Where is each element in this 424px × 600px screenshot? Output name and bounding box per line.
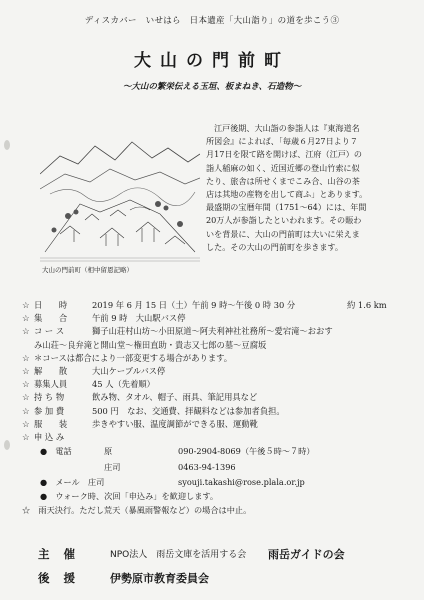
detail-value: 歩きやすい服、温度調節ができる服、運動靴 — [92, 418, 258, 429]
punch-hole — [4, 440, 10, 450]
phone-number: 0463-94-1396 — [178, 462, 236, 472]
phone-label: ● 電話 — [40, 446, 72, 456]
intro-line: 月17日を限て路を開けば、江府（江戸）の — [206, 149, 362, 160]
detail-row-course — [22, 325, 412, 338]
detail-label: 日 時 — [34, 300, 68, 310]
star-bullet: ☆ — [22, 300, 30, 310]
detail-row-capacity — [22, 378, 412, 391]
detail-value: み山荘～良弁滝と開山堂～権田直助・貴志又七郎の墓～豆腐坂 — [34, 339, 267, 350]
detail-label: 参 加 費 — [34, 405, 65, 416]
intro-line: 江戸後期、大山詣の参詣人は『東海道名 — [214, 123, 360, 133]
star-bullet: ☆ — [22, 365, 30, 376]
star-bullet: ☆ — [22, 418, 30, 429]
illustration-caption: 大山の門前町（相中留恩記略） — [42, 266, 133, 274]
star-bullet: ☆ — [22, 379, 30, 390]
detail-row-fee — [22, 405, 412, 418]
host-row — [38, 546, 345, 562]
intro-text — [206, 122, 410, 254]
series-heading: ディスカバー いせはら 日本遺産「大山詣り」の道を歩こう③ — [84, 16, 340, 26]
punch-hole — [4, 140, 10, 150]
detail-row-belongings — [22, 391, 412, 404]
detail-value: 午前 9 時 大山駅バス停 — [92, 313, 186, 324]
email-address: syouji.takashi@rose.plala.or.jp — [178, 477, 305, 487]
phone-number: 090-2904-8069（午後５時～７時） — [178, 446, 315, 456]
detail-label: コ ー ス — [34, 326, 65, 337]
intro-line: した。その大山の門前町を歩きます。 — [206, 241, 343, 252]
detail-label: 持 ち 物 — [34, 392, 65, 403]
star-bullet: ☆ — [22, 326, 30, 337]
star-bullet: ☆ — [22, 405, 30, 416]
star-bullet: ☆ — [22, 431, 30, 442]
walk-note: ● ウォーク時、次回「申込み」を歓迎します。 — [40, 491, 219, 501]
detail-value: 2019 年 6 月 15 日（土）午前 9 時～午後 0 時 30 分 — [92, 300, 296, 310]
townscape-illustration — [40, 134, 200, 264]
rain-note: ☆ 雨天決行。ただし荒天（暴風雨警報など）の場合は中止。 — [22, 505, 252, 515]
event-details — [22, 299, 412, 444]
intro-line: 所図会』によれば、「毎歳６月27日より７ — [206, 136, 358, 147]
intro-line: たり、旅舎は所せくまでこみ合、山谷の茶 — [206, 175, 360, 186]
host-label: 主催 — [38, 547, 89, 561]
support-label: 後援 — [38, 571, 89, 585]
star-bullet: ☆ — [22, 313, 30, 324]
detail-label: 解 散 — [34, 365, 68, 376]
detail-value: 500 円 なお、交通費、拝観料などは参加者負担。 — [92, 405, 285, 416]
detail-label: 集 合 — [34, 313, 68, 324]
page-subtitle: ～大山の繁栄伝える玉垣、板まねき、石造物～ — [122, 82, 302, 92]
support-organization: 伊勢原市教育委員会 — [110, 572, 209, 585]
contact-name: 庄司 — [104, 462, 121, 472]
intro-line: 店は其地の産物を出して商ふ」とあります。 — [206, 189, 368, 200]
detail-label: 服 装 — [34, 418, 68, 429]
detail-value: 45 人（先着順） — [92, 379, 155, 390]
detail-row-note — [22, 352, 412, 365]
contact-name: 原 — [104, 446, 113, 456]
intro-line: いを背景に、大山の門前町は大いに栄えま — [206, 228, 360, 239]
detail-label: 募集人員 — [34, 379, 68, 390]
detail-note: ＊コースは都合により一部変更する場合があります。 — [34, 352, 233, 363]
star-bullet: ☆ — [22, 392, 30, 403]
detail-row-date — [22, 299, 412, 312]
detail-row-meeting — [22, 312, 412, 325]
detail-value: 飲み物、タオル、帽子、雨具、筆記用具など — [92, 392, 258, 403]
detail-row-application — [22, 431, 412, 444]
detail-row-dismissal — [22, 365, 412, 378]
support-row — [38, 570, 209, 586]
intro-line: 詣人稲麻の如く、近国近郷の登山竹索に似 — [206, 162, 360, 173]
host-organization: NPO法人 雨岳文庫を活用する会 — [110, 550, 247, 560]
detail-value: 獅子山荘村山坊～小田原道～阿夫利神社社務所～愛宕滝～おおす — [92, 326, 333, 337]
detail-value: 大山ケーブルバス停 — [92, 365, 166, 376]
detail-distance: 約 1.6 km — [347, 300, 387, 310]
detail-label: 申 込 み — [34, 431, 65, 442]
star-bullet: ☆ — [22, 352, 30, 363]
host-name: 雨岳ガイドの会 — [268, 548, 345, 561]
detail-row-clothing — [22, 418, 412, 431]
mail-label: ● メール 庄司 — [40, 477, 105, 487]
detail-row-course-cont — [22, 339, 412, 352]
intro-line: 最盛期の宝暦年間（1751～64）には、年間 — [206, 202, 367, 213]
intro-line: 20万人が参詣したといわれます。その賑わ — [206, 215, 362, 226]
page-title: 大山の門前町 — [134, 51, 290, 71]
